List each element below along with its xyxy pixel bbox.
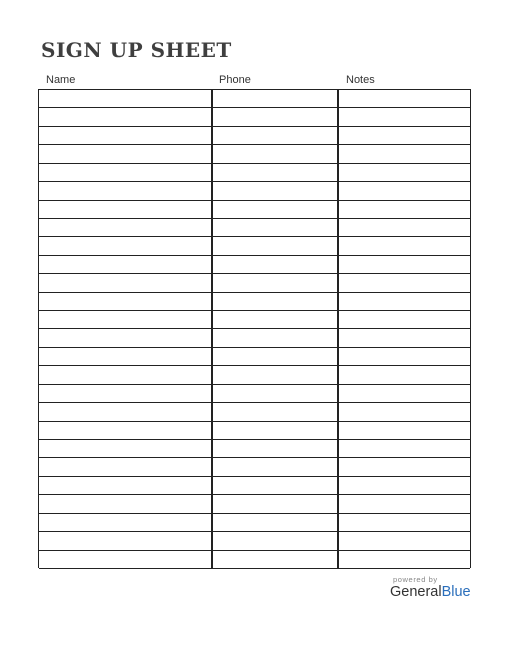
signup-table	[38, 89, 471, 568]
table-row[interactable]	[39, 293, 470, 311]
table-row[interactable]	[39, 440, 470, 458]
column-header-phone: Phone	[219, 74, 251, 86]
table-row[interactable]	[39, 145, 470, 163]
table-row[interactable]	[39, 403, 470, 421]
table-row[interactable]	[39, 366, 470, 384]
table-row[interactable]	[39, 495, 470, 513]
table-row[interactable]	[39, 256, 470, 274]
table-row[interactable]	[39, 219, 470, 237]
column-header-notes: Notes	[346, 74, 375, 86]
column-header-name: Name	[46, 74, 76, 86]
table-row[interactable]	[39, 274, 470, 292]
table-row[interactable]	[39, 90, 470, 108]
table-row[interactable]	[39, 237, 470, 255]
table-row[interactable]	[39, 311, 470, 329]
table-row[interactable]	[39, 477, 470, 495]
brand-name-general: General	[390, 584, 442, 600]
table-row[interactable]	[39, 514, 470, 532]
table-row[interactable]	[39, 108, 470, 126]
table-row[interactable]	[39, 532, 470, 550]
brand-logo	[390, 584, 471, 600]
table-row[interactable]	[39, 164, 470, 182]
table-row[interactable]	[39, 348, 470, 366]
powered-by-label: powered by	[393, 575, 438, 584]
page-title: SIGN UP SHEET	[41, 38, 232, 62]
table-row[interactable]	[39, 458, 470, 476]
brand-name-blue: Blue	[441, 584, 471, 600]
table-row[interactable]	[39, 551, 470, 569]
table-row[interactable]	[39, 330, 470, 348]
table-row[interactable]	[39, 127, 470, 145]
table-row[interactable]	[39, 422, 470, 440]
table-row[interactable]	[39, 182, 470, 200]
table-row[interactable]	[39, 201, 470, 219]
table-row[interactable]	[39, 385, 470, 403]
